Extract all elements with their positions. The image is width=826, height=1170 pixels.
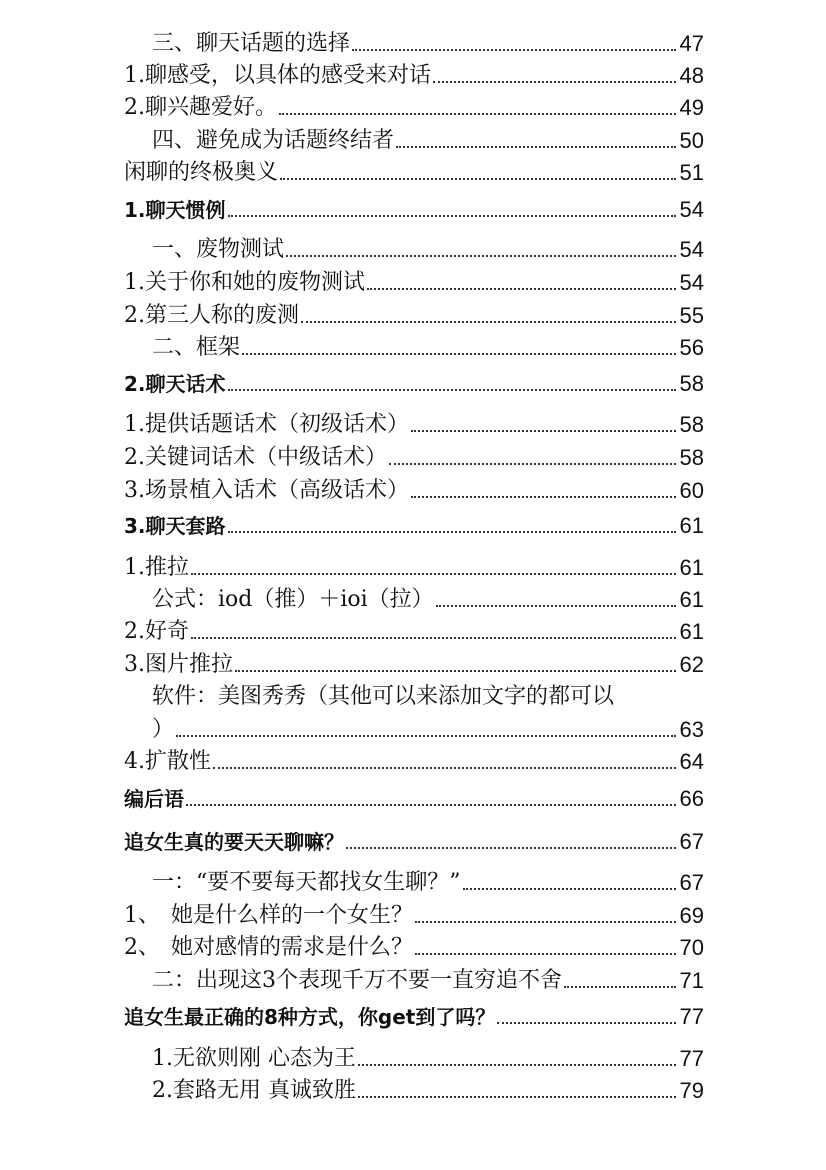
- toc-dot-leader: [352, 49, 676, 51]
- toc-entry[interactable]: [152, 334, 704, 362]
- toc-dot-leader: [191, 637, 676, 639]
- toc-dot-leader: [191, 573, 676, 575]
- toc-entry-title: 四、避免成为话题终结者: [152, 128, 395, 153]
- toc-page-number: 56: [679, 335, 704, 360]
- toc-dot-leader: [396, 146, 676, 148]
- toc-entry[interactable]: [124, 269, 704, 297]
- toc-heading-entry[interactable]: [124, 828, 704, 856]
- toc-entry-title: 2.关键词话术（中级话术）: [124, 445, 387, 470]
- toc-entry-title: 一、废物测试: [152, 237, 285, 262]
- toc-dot-leader: [411, 496, 676, 498]
- toc-entry-title: 3.图片推拉: [124, 652, 233, 677]
- toc-dot-leader: [176, 735, 676, 737]
- toc-dot-leader: [228, 215, 676, 217]
- toc-page-number: 58: [679, 412, 704, 437]
- toc-heading-entry[interactable]: [124, 196, 704, 224]
- toc-page-number: 77: [679, 1004, 704, 1029]
- toc-entry-title: 2.聊天话术: [124, 372, 226, 396]
- toc-entry[interactable]: [124, 477, 704, 505]
- toc-page-number: 67: [679, 829, 704, 854]
- toc-entry-title: 三、聊天话题的选择: [152, 31, 351, 56]
- toc-entry-title: 追女生最正确的8种方式，你get到了吗？: [124, 1005, 496, 1029]
- toc-entry[interactable]: [124, 902, 704, 930]
- toc-entry[interactable]: [152, 967, 704, 995]
- toc-heading-entry[interactable]: [124, 785, 704, 813]
- toc-entry-title: 1.提供话题话术（初级话术）: [124, 412, 409, 437]
- toc-entry-title: 软件：美图秀秀（其他可以来添加文字的都可以: [152, 684, 615, 709]
- toc-entry-title: 1.推拉: [124, 555, 189, 580]
- toc-page-number: 61: [679, 619, 704, 644]
- toc-entry-title: 3.场景植入话术（高级话术）: [124, 478, 409, 503]
- toc-page-number: 49: [679, 95, 704, 120]
- toc-entry-title: 2、 她对感情的需求是什么？: [124, 935, 413, 960]
- toc-entry-title: 2.好奇: [124, 619, 189, 644]
- toc-page-number: 54: [679, 237, 704, 262]
- toc-page-number: 55: [679, 303, 704, 328]
- toc-entry-title: 追女生真的要天天聊嘛？: [124, 830, 344, 854]
- toc-dot-leader: [242, 353, 676, 355]
- toc-page-number: 48: [679, 63, 704, 88]
- toc-page-number: 63: [679, 717, 704, 742]
- toc-dot-leader: [228, 531, 676, 533]
- toc-entry-title: 2.套路无用 真诚致胜: [152, 1078, 356, 1103]
- toc-dot-leader: [228, 389, 676, 391]
- toc-entry-title: 二：出现这3个表现千万不要一直穷追不舍: [152, 968, 562, 993]
- toc-entry[interactable]: [124, 159, 704, 187]
- toc-entry[interactable]: [152, 586, 704, 614]
- toc-dot-leader: [279, 113, 676, 115]
- toc-dot-leader: [564, 986, 676, 988]
- toc-page-number: 77: [679, 1046, 704, 1071]
- toc-dot-leader: [358, 1096, 676, 1098]
- toc-dot-leader: [358, 1064, 676, 1066]
- toc-entry[interactable]: [152, 869, 704, 897]
- toc-dot-leader: [346, 847, 676, 849]
- toc-entry-title: 一：“要不要每天都找女生聊？”: [152, 870, 461, 895]
- toc-entry-title: 1.聊天惯例: [124, 198, 226, 222]
- toc-page-number: 69: [679, 903, 704, 928]
- toc-entry[interactable]: [152, 716, 704, 744]
- toc-entry-continuation: ）: [152, 717, 175, 742]
- toc-heading-entry[interactable]: [124, 1003, 704, 1031]
- toc-entry-title: 二、框架: [152, 335, 241, 360]
- toc-dot-leader: [497, 1022, 675, 1024]
- toc-page-number: 61: [679, 587, 704, 612]
- toc-entry-title: 1.关于你和她的废物测试: [124, 270, 365, 295]
- toc-entry[interactable]: [152, 30, 704, 58]
- toc-entry[interactable]: [124, 302, 704, 330]
- toc-dot-leader: [433, 81, 676, 83]
- toc-dot-leader: [389, 463, 676, 465]
- toc-dot-leader: [463, 888, 676, 890]
- toc-dot-leader: [367, 288, 676, 290]
- toc-page-number: 70: [679, 935, 704, 960]
- toc-dot-leader: [411, 430, 676, 432]
- toc-entry[interactable]: [152, 236, 704, 264]
- toc-page-number: 67: [679, 870, 704, 895]
- toc-entry-title: 2.第三人称的废测: [124, 303, 299, 328]
- toc-entry-title: 公式：iod（推）＋ioi（拉）: [152, 587, 434, 612]
- toc-page-number: 51: [679, 160, 704, 185]
- toc-page-number: 71: [679, 968, 704, 993]
- toc-entry[interactable]: [152, 1077, 704, 1105]
- toc-page-number: 54: [679, 270, 704, 295]
- toc-page-number: 60: [679, 478, 704, 503]
- toc-dot-leader: [415, 953, 676, 955]
- toc-entry-title: 1.无欲则刚 心态为王: [152, 1046, 356, 1071]
- toc-heading-entry[interactable]: [124, 512, 704, 540]
- toc-entry[interactable]: [152, 1045, 704, 1073]
- toc-dot-leader: [186, 804, 676, 806]
- toc-entry[interactable]: [124, 651, 704, 679]
- toc-page-number: 54: [679, 197, 704, 222]
- toc-page-number: 58: [679, 371, 704, 396]
- toc-entry[interactable]: [124, 94, 704, 122]
- toc-dot-leader: [235, 670, 676, 672]
- toc-entry[interactable]: [124, 554, 704, 582]
- toc-entry[interactable]: [152, 127, 704, 155]
- toc-entry-title: 2.聊兴趣爱好。: [124, 95, 277, 120]
- toc-entry-first-line: [152, 683, 614, 711]
- toc-page-number: 50: [679, 128, 704, 153]
- toc-page-number: 64: [679, 749, 704, 774]
- toc-page-number: 79: [679, 1078, 704, 1103]
- toc-dot-leader: [436, 605, 676, 607]
- toc-dot-leader: [415, 921, 676, 923]
- toc-dot-leader: [213, 767, 676, 769]
- toc-heading-entry[interactable]: [124, 370, 704, 398]
- toc-entry[interactable]: [124, 444, 704, 472]
- toc-page-number: 61: [679, 555, 704, 580]
- toc-entry[interactable]: [124, 618, 704, 646]
- toc-entry-title: 编后语: [124, 787, 184, 811]
- toc-entry-title: 1.聊感受，以具体的感受来对话: [124, 63, 431, 88]
- toc-entry-title: 4.扩散性: [124, 749, 211, 774]
- toc-dot-leader: [301, 321, 676, 323]
- toc-entry-title: 1、 她是什么样的一个女生？: [124, 903, 413, 928]
- toc-entry[interactable]: [124, 411, 704, 439]
- toc-page-number: 66: [679, 786, 704, 811]
- toc-page-number: 47: [679, 31, 704, 56]
- toc-entry[interactable]: [124, 934, 704, 962]
- toc-entry[interactable]: [124, 748, 704, 776]
- toc-entry[interactable]: [124, 62, 704, 90]
- toc-entry-title: 3.聊天套路: [124, 514, 226, 538]
- toc-dot-leader: [280, 178, 676, 180]
- toc-dot-leader: [286, 255, 676, 257]
- toc-page-number: 62: [679, 652, 704, 677]
- toc-page-number: 61: [679, 513, 704, 538]
- toc-entry-title: 闲聊的终极奥义: [124, 160, 279, 185]
- toc-page-number: 58: [679, 445, 704, 470]
